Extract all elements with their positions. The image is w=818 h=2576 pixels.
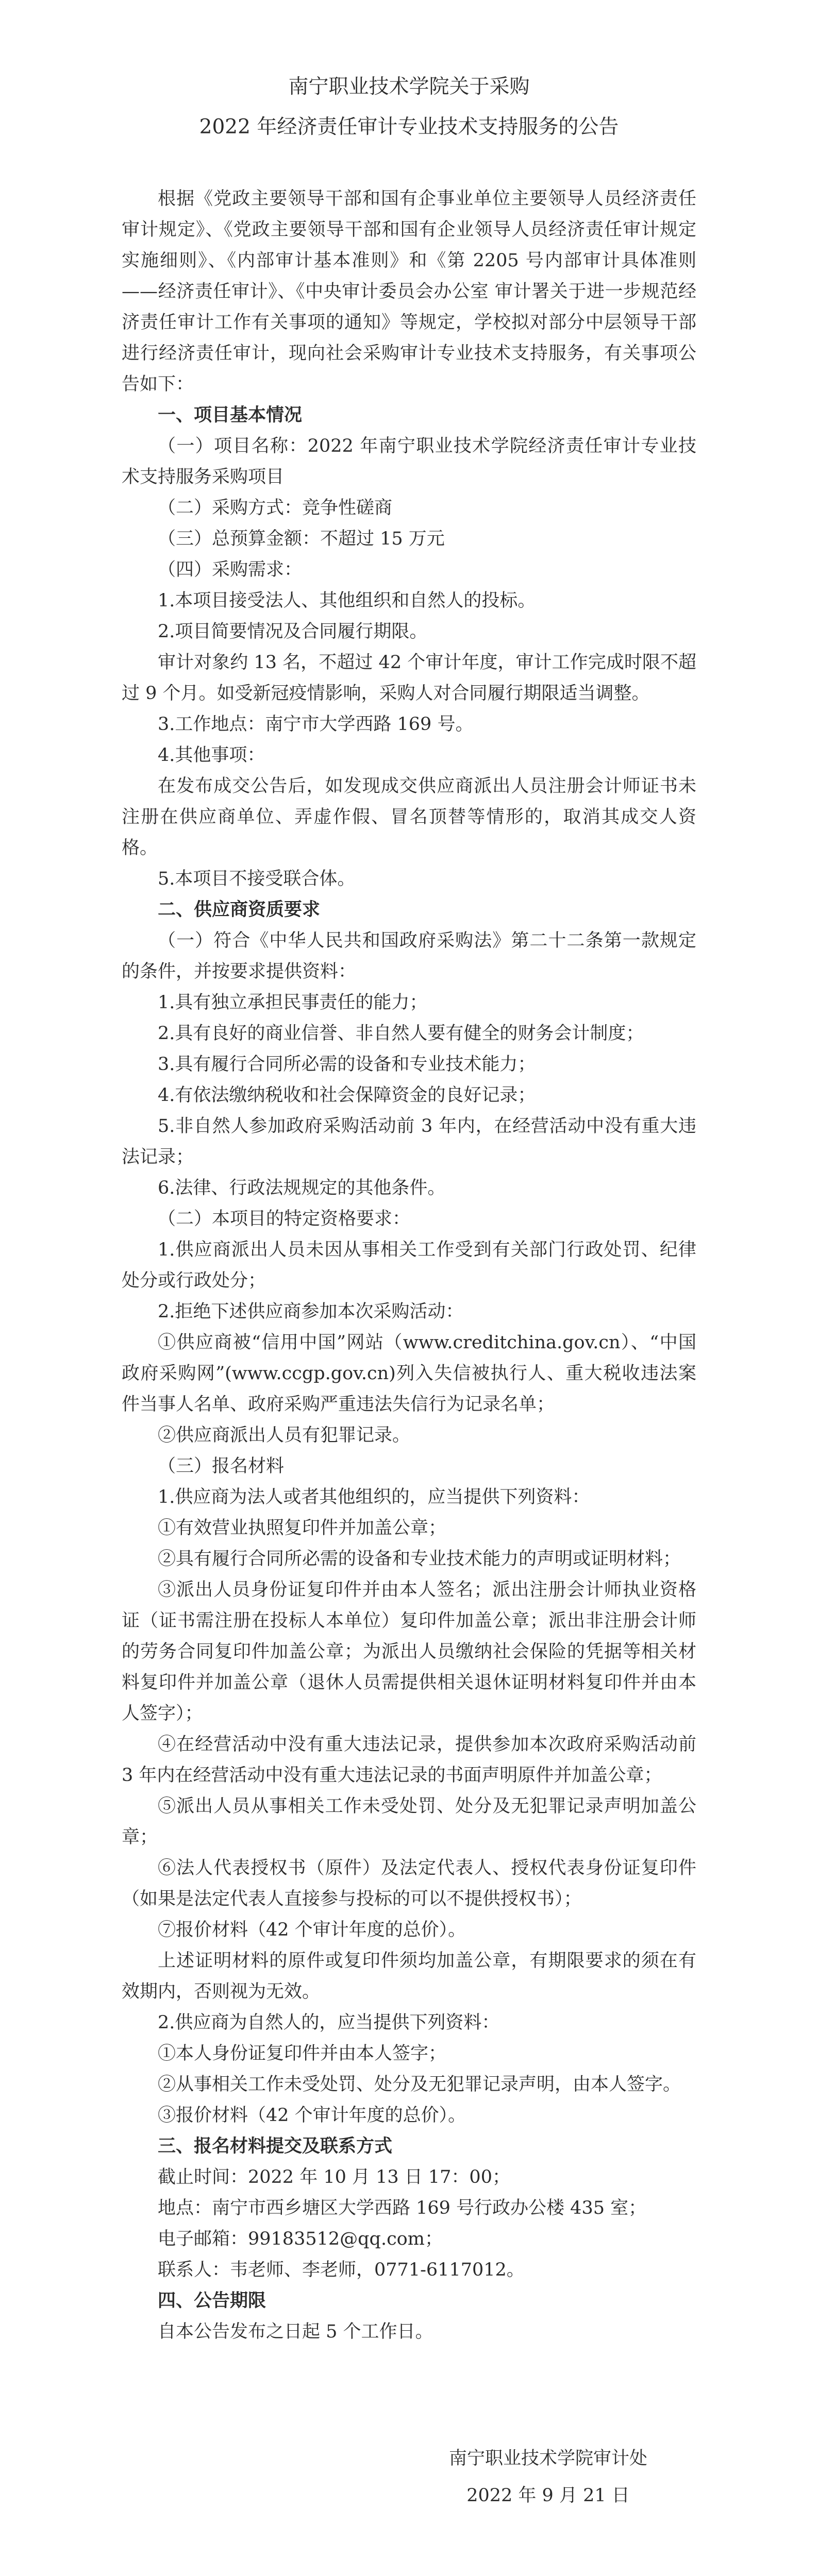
paragraph: 审计对象约 13 名，不超过 42 个审计年度，审计工作完成时限不超过 9 个月。如受新冠疫情影响，采购人对合同履行期限适当调整。 bbox=[122, 652, 696, 704]
paragraph: 上述证明材料的原件或复印件须均加盖公章，有期限要求的须在有效期内，否则视为无效。 bbox=[122, 1951, 696, 2002]
notice-title bbox=[122, 67, 696, 147]
paragraph: （一）符合《中华人民共和国政府采购法》第二十二条第一款规定的条件，并按要求提供资料： bbox=[122, 930, 696, 982]
paragraph: 5.本项目不接受联合体。 bbox=[158, 869, 356, 889]
section-heading: 二、供应商资质要求 bbox=[158, 899, 321, 920]
paragraph: 联系人：韦老师、李老师，0771-6117012。 bbox=[158, 2260, 525, 2280]
paragraph: 地点：南宁市西乡塘区大学西路 169 号行政办公楼 435 室； bbox=[158, 2198, 647, 2218]
signature-spacer bbox=[122, 2347, 696, 2440]
paragraph: ③派出人员身份证复印件并由本人签名；派出注册会计师执业资格证（证书需注册在投标人本单位）复印件加盖公章；派出非注册会计师的劳务合同复印件加盖公章；为派出人员缴纳社会保险的凭据等相关材料复印件并加盖公章（退休人员需提供相关退休证明材料复印件并由本人签字）； bbox=[122, 1580, 696, 1724]
paragraph: 3.具有履行合同所必需的设备和专业技术能力； bbox=[158, 1054, 536, 1075]
paragraph: （三）报名材料 bbox=[158, 1456, 285, 1477]
paragraph: 截止时间：2022 年 10 月 13 日 17：00； bbox=[158, 2167, 510, 2188]
paragraph: （三）总预算金额：不超过 15 万元 bbox=[158, 529, 445, 549]
title-line-1: 南宁职业技术学院关于采购 bbox=[288, 75, 530, 98]
paragraph: （四）采购需求： bbox=[158, 560, 303, 580]
paragraph: ①本人身份证复印件并由本人签字； bbox=[158, 2043, 447, 2064]
section-heading: 一、项目基本情况 bbox=[158, 404, 303, 426]
signature-org: 南宁职业技术学院审计处 bbox=[448, 2448, 647, 2469]
paragraph: 电子邮箱：99183512@qq.com； bbox=[158, 2229, 443, 2249]
paragraph: 2.拒绝下述供应商参加本次采购活动： bbox=[158, 1301, 464, 1322]
notice-document bbox=[122, 67, 696, 2514]
paragraph: 2.供应商为自然人的，应当提供下列资料： bbox=[158, 2012, 500, 2033]
paragraph: 2.具有良好的商业信誉、非自然人要有健全的财务会计制度； bbox=[158, 1023, 644, 1044]
paragraph: 在发布成交公告后，如发现成交供应商派出人员注册会计师证书未注册在供应商单位、弄虚作假、冒名顶替等情形的，取消其成交人资格。 bbox=[122, 776, 696, 858]
paragraph: 3.工作地点：南宁市大学西路 169 号。 bbox=[158, 714, 474, 735]
paragraph: （二）采购方式：竞争性磋商 bbox=[158, 498, 393, 518]
paragraph: 6.法律、行政法规规定的其他条件。 bbox=[158, 1178, 446, 1198]
paragraph: （二）本项目的特定资格要求： bbox=[158, 1209, 411, 1229]
paragraph: 5.非自然人参加政府采购活动前 3 年内，在经营活动中没有重大违法记录； bbox=[122, 1116, 696, 1167]
paragraph: ②从事相关工作未受处罚、处分及无犯罪记录声明，由本人签字。 bbox=[158, 2074, 681, 2095]
signature-block bbox=[122, 2440, 696, 2514]
paragraph: 1.供应商为法人或者其他组织的，应当提供下列资料： bbox=[158, 1487, 590, 1507]
paragraph: ⑦报价材料（42 个审计年度的总价）。 bbox=[158, 1920, 466, 1940]
paragraph: 1.具有独立承担民事责任的能力； bbox=[158, 992, 428, 1013]
section-heading: 四、公告期限 bbox=[158, 2290, 266, 2311]
paragraph: 2.项目简要情况及合同履行期限。 bbox=[158, 621, 428, 642]
paragraph: （一）项目名称：2022 年南宁职业技术学院经济责任审计专业技术支持服务采购项目 bbox=[122, 436, 696, 487]
paragraph: ⑥法人代表授权书（原件）及法定代表人、授权代表身份证复印件（如果是法定代表人直接参与投标的可以不提供授权书）； bbox=[122, 1858, 696, 1909]
paragraph: 4.其他事项： bbox=[158, 745, 265, 766]
paragraph: ②具有履行合同所必需的设备和专业技术能力的声明或证明材料； bbox=[158, 1549, 681, 1569]
signature-date: 2022 年 9 月 21 日 bbox=[466, 2485, 630, 2506]
paragraph: ⑤派出人员从事相关工作未受处罚、处分及无犯罪记录声明加盖公章； bbox=[122, 1796, 696, 1848]
paragraph: 根据《党政主要领导干部和国有企事业单位主要领导人员经济责任审计规定》、《党政主要领导干部和国有企业领导人员经济责任审计规定实施细则》、《内部审计基本准则》和《第 2205 号内部审计具体准则——经济责任审计》、《中央审计委员会办公室 审计署关于进一步规范经济责任审计工作有关事项的通知》等规定，学校拟对部分中层领导干部进行经济责任审计，现向社会采购审计专业技术支持服务，有关事项公告如下： bbox=[122, 189, 696, 395]
paragraph: 4.有依法缴纳税收和社会保障资金的良好记录； bbox=[158, 1085, 536, 1106]
paragraph: ①供应商被“信用中国”网站（www.creditchina.gov.cn）、“中国政府采购网”(www.ccgp.gov.cn)列入失信被执行人、重大税收违法案件当事人名单、政府采购严重违法失信行为记录名单； bbox=[122, 1332, 696, 1415]
paragraph: ②供应商派出人员有犯罪记录。 bbox=[158, 1425, 411, 1446]
notice-body bbox=[122, 183, 696, 2347]
paragraph: 1.供应商派出人员未因从事相关工作受到有关部门行政处罚、纪律处分或行政处分； bbox=[122, 1240, 696, 1291]
title-line-2: 2022 年经济责任审计专业技术支持服务的公告 bbox=[199, 115, 619, 139]
paragraph: ①有效营业执照复印件并加盖公章； bbox=[158, 1518, 447, 1538]
section-heading: 三、报名材料提交及联系方式 bbox=[158, 2136, 393, 2157]
paragraph: ④在经营活动中没有重大违法记录，提供参加本次政府采购活动前 3 年内在经营活动中没有重大违法记录的书面声明原件并加盖公章； bbox=[122, 1734, 696, 1786]
paragraph: 1.本项目接受法人、其他组织和自然人的投标。 bbox=[158, 590, 536, 611]
paragraph: 自本公告发布之日起 5 个工作日。 bbox=[158, 2321, 433, 2342]
paragraph: ③报价材料（42 个审计年度的总价）。 bbox=[158, 2105, 466, 2126]
